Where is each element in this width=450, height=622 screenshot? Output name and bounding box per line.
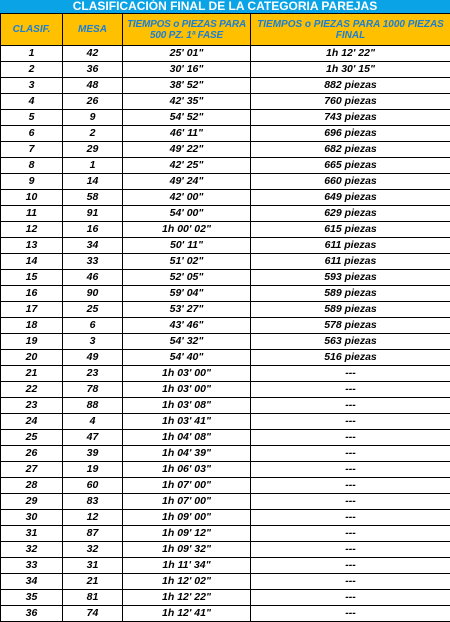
cell-clasif: 3: [1, 78, 63, 94]
cell-time-500: 1h 11' 34": [123, 558, 251, 574]
table-row: [1, 414, 450, 430]
cell-time-500: 54' 00": [123, 206, 251, 222]
cell-time-1000: 682 piezas: [251, 142, 450, 158]
cell-mesa: 39: [63, 446, 123, 462]
table-row: [1, 574, 450, 590]
cell-time-1000: 563 piezas: [251, 334, 450, 350]
cell-mesa: 3: [63, 334, 123, 350]
cell-mesa: 29: [63, 142, 123, 158]
cell-time-500: 1h 12' 22": [123, 590, 251, 606]
cell-time-1000: ---: [251, 590, 450, 606]
cell-time-500: 1h 04' 39": [123, 446, 251, 462]
cell-time-1000: 649 piezas: [251, 190, 450, 206]
cell-time-1000: 696 piezas: [251, 126, 450, 142]
header-clasif: CLASIF.: [1, 14, 63, 46]
table-row: [1, 526, 450, 542]
cell-clasif: 9: [1, 174, 63, 190]
cell-time-500: 1h 04' 08": [123, 430, 251, 446]
header-time-1000: TIEMPOS o PIEZAS PARA 1000 PIEZAS FINAL: [251, 14, 450, 46]
cell-time-500: 50' 11": [123, 238, 251, 254]
cell-time-500: 52' 05": [123, 270, 251, 286]
classification-table: [0, 13, 450, 622]
cell-time-500: 42' 25": [123, 158, 251, 174]
table-row: [1, 318, 450, 334]
cell-clasif: 7: [1, 142, 63, 158]
cell-clasif: 2: [1, 62, 63, 78]
cell-time-1000: 1h 30' 15": [251, 62, 450, 78]
cell-time-1000: 589 piezas: [251, 302, 450, 318]
cell-clasif: 19: [1, 334, 63, 350]
cell-mesa: 16: [63, 222, 123, 238]
cell-time-1000: 1h 12' 22": [251, 46, 450, 62]
cell-clasif: 16: [1, 286, 63, 302]
cell-time-1000: 743 piezas: [251, 110, 450, 126]
cell-time-1000: ---: [251, 366, 450, 382]
cell-mesa: 6: [63, 318, 123, 334]
cell-time-500: 1h 09' 12": [123, 526, 251, 542]
cell-time-500: 46' 11": [123, 126, 251, 142]
cell-mesa: 74: [63, 606, 123, 622]
cell-mesa: 19: [63, 462, 123, 478]
cell-clasif: 11: [1, 206, 63, 222]
cell-time-1000: 578 piezas: [251, 318, 450, 334]
cell-mesa: 12: [63, 510, 123, 526]
cell-clasif: 18: [1, 318, 63, 334]
table-row: [1, 286, 450, 302]
cell-time-1000: 593 piezas: [251, 270, 450, 286]
cell-time-1000: 611 piezas: [251, 254, 450, 270]
cell-time-1000: 516 piezas: [251, 350, 450, 366]
cell-time-500: 1h 07' 00": [123, 494, 251, 510]
cell-clasif: 21: [1, 366, 63, 382]
table-row: [1, 158, 450, 174]
cell-clasif: 27: [1, 462, 63, 478]
cell-clasif: 25: [1, 430, 63, 446]
cell-mesa: 14: [63, 174, 123, 190]
table-row: [1, 46, 450, 62]
cell-mesa: 83: [63, 494, 123, 510]
cell-clasif: 31: [1, 526, 63, 542]
cell-time-500: 42' 00": [123, 190, 251, 206]
cell-clasif: 6: [1, 126, 63, 142]
table-row: [1, 110, 450, 126]
table-row: [1, 430, 450, 446]
table-row: [1, 302, 450, 318]
table-row: [1, 494, 450, 510]
cell-time-1000: ---: [251, 462, 450, 478]
cell-time-1000: 665 piezas: [251, 158, 450, 174]
table-row: [1, 478, 450, 494]
table-row: [1, 270, 450, 286]
cell-mesa: 81: [63, 590, 123, 606]
cell-time-500: 1h 12' 02": [123, 574, 251, 590]
table-row: [1, 174, 450, 190]
table-row: [1, 350, 450, 366]
cell-time-1000: ---: [251, 542, 450, 558]
cell-time-1000: ---: [251, 606, 450, 622]
header-row: [1, 14, 450, 46]
cell-time-1000: 882 piezas: [251, 78, 450, 94]
cell-time-500: 51' 02": [123, 254, 251, 270]
cell-mesa: 60: [63, 478, 123, 494]
cell-clasif: 35: [1, 590, 63, 606]
table-row: [1, 94, 450, 110]
table-row: [1, 334, 450, 350]
cell-time-500: 54' 40": [123, 350, 251, 366]
cell-mesa: 87: [63, 526, 123, 542]
table-row: [1, 254, 450, 270]
cell-mesa: 88: [63, 398, 123, 414]
table-row: [1, 590, 450, 606]
cell-clasif: 26: [1, 446, 63, 462]
table-row: [1, 606, 450, 622]
cell-time-500: 1h 09' 32": [123, 542, 251, 558]
table-row: [1, 238, 450, 254]
cell-mesa: 25: [63, 302, 123, 318]
cell-clasif: 22: [1, 382, 63, 398]
table-row: [1, 62, 450, 78]
cell-clasif: 13: [1, 238, 63, 254]
sheet-title: CLASIFICACIÓN FINAL DE LA CATEGORIA PAREJAS: [0, 0, 450, 13]
cell-time-1000: ---: [251, 526, 450, 542]
cell-time-1000: ---: [251, 398, 450, 414]
cell-time-500: 49' 22": [123, 142, 251, 158]
cell-mesa: 4: [63, 414, 123, 430]
cell-time-500: 1h 06' 03": [123, 462, 251, 478]
cell-time-1000: ---: [251, 446, 450, 462]
cell-time-1000: ---: [251, 494, 450, 510]
cell-time-500: 42' 35": [123, 94, 251, 110]
cell-clasif: 28: [1, 478, 63, 494]
cell-time-500: 53' 27": [123, 302, 251, 318]
cell-time-1000: 611 piezas: [251, 238, 450, 254]
cell-mesa: 49: [63, 350, 123, 366]
table-row: [1, 542, 450, 558]
cell-time-1000: ---: [251, 478, 450, 494]
cell-clasif: 4: [1, 94, 63, 110]
cell-clasif: 23: [1, 398, 63, 414]
header-time-500: TIEMPOS o PIEZAS PARA 500 PZ. 1ª FASE: [123, 14, 251, 46]
cell-clasif: 29: [1, 494, 63, 510]
cell-mesa: 48: [63, 78, 123, 94]
cell-time-1000: ---: [251, 414, 450, 430]
cell-mesa: 46: [63, 270, 123, 286]
cell-time-500: 1h 12' 41": [123, 606, 251, 622]
cell-time-1000: ---: [251, 574, 450, 590]
cell-mesa: 78: [63, 382, 123, 398]
cell-time-500: 30' 16": [123, 62, 251, 78]
cell-mesa: 91: [63, 206, 123, 222]
table-row: [1, 142, 450, 158]
cell-mesa: 58: [63, 190, 123, 206]
cell-time-500: 1h 07' 00": [123, 478, 251, 494]
cell-mesa: 36: [63, 62, 123, 78]
cell-clasif: 14: [1, 254, 63, 270]
table-row: [1, 398, 450, 414]
table-row: [1, 78, 450, 94]
cell-clasif: 10: [1, 190, 63, 206]
cell-clasif: 17: [1, 302, 63, 318]
cell-time-1000: 615 piezas: [251, 222, 450, 238]
table-row: [1, 206, 450, 222]
table-row: [1, 190, 450, 206]
cell-time-1000: 629 piezas: [251, 206, 450, 222]
cell-clasif: 30: [1, 510, 63, 526]
table-row: [1, 446, 450, 462]
cell-clasif: 5: [1, 110, 63, 126]
cell-time-500: 43' 46": [123, 318, 251, 334]
cell-mesa: 34: [63, 238, 123, 254]
cell-time-500: 25' 01": [123, 46, 251, 62]
cell-mesa: 21: [63, 574, 123, 590]
table-row: [1, 510, 450, 526]
cell-time-1000: 760 piezas: [251, 94, 450, 110]
cell-time-1000: ---: [251, 510, 450, 526]
cell-mesa: 2: [63, 126, 123, 142]
cell-time-1000: ---: [251, 382, 450, 398]
cell-time-500: 1h 03' 00": [123, 366, 251, 382]
table-row: [1, 462, 450, 478]
cell-time-1000: ---: [251, 430, 450, 446]
cell-mesa: 1: [63, 158, 123, 174]
table-row: [1, 366, 450, 382]
table-row: [1, 222, 450, 238]
cell-mesa: 9: [63, 110, 123, 126]
cell-clasif: 15: [1, 270, 63, 286]
cell-clasif: 32: [1, 542, 63, 558]
cell-time-500: 1h 03' 41": [123, 414, 251, 430]
cell-time-500: 38' 52": [123, 78, 251, 94]
cell-clasif: 36: [1, 606, 63, 622]
cell-time-500: 59' 04": [123, 286, 251, 302]
table-row: [1, 126, 450, 142]
header-mesa: MESA: [63, 14, 123, 46]
cell-mesa: 42: [63, 46, 123, 62]
cell-mesa: 31: [63, 558, 123, 574]
cell-mesa: 33: [63, 254, 123, 270]
cell-time-1000: ---: [251, 558, 450, 574]
table-row: [1, 558, 450, 574]
cell-mesa: 90: [63, 286, 123, 302]
cell-clasif: 33: [1, 558, 63, 574]
cell-clasif: 34: [1, 574, 63, 590]
cell-clasif: 24: [1, 414, 63, 430]
cell-time-500: 1h 00' 02": [123, 222, 251, 238]
cell-time-500: 54' 52": [123, 110, 251, 126]
cell-time-500: 49' 24": [123, 174, 251, 190]
cell-clasif: 8: [1, 158, 63, 174]
cell-time-500: 1h 09' 00": [123, 510, 251, 526]
cell-mesa: 26: [63, 94, 123, 110]
cell-time-500: 54' 32": [123, 334, 251, 350]
cell-clasif: 1: [1, 46, 63, 62]
cell-clasif: 12: [1, 222, 63, 238]
cell-time-500: 1h 03' 08": [123, 398, 251, 414]
cell-mesa: 32: [63, 542, 123, 558]
cell-time-1000: 660 piezas: [251, 174, 450, 190]
table-row: [1, 382, 450, 398]
cell-mesa: 23: [63, 366, 123, 382]
cell-time-500: 1h 03' 00": [123, 382, 251, 398]
cell-time-1000: 589 piezas: [251, 286, 450, 302]
cell-mesa: 47: [63, 430, 123, 446]
cell-clasif: 20: [1, 350, 63, 366]
